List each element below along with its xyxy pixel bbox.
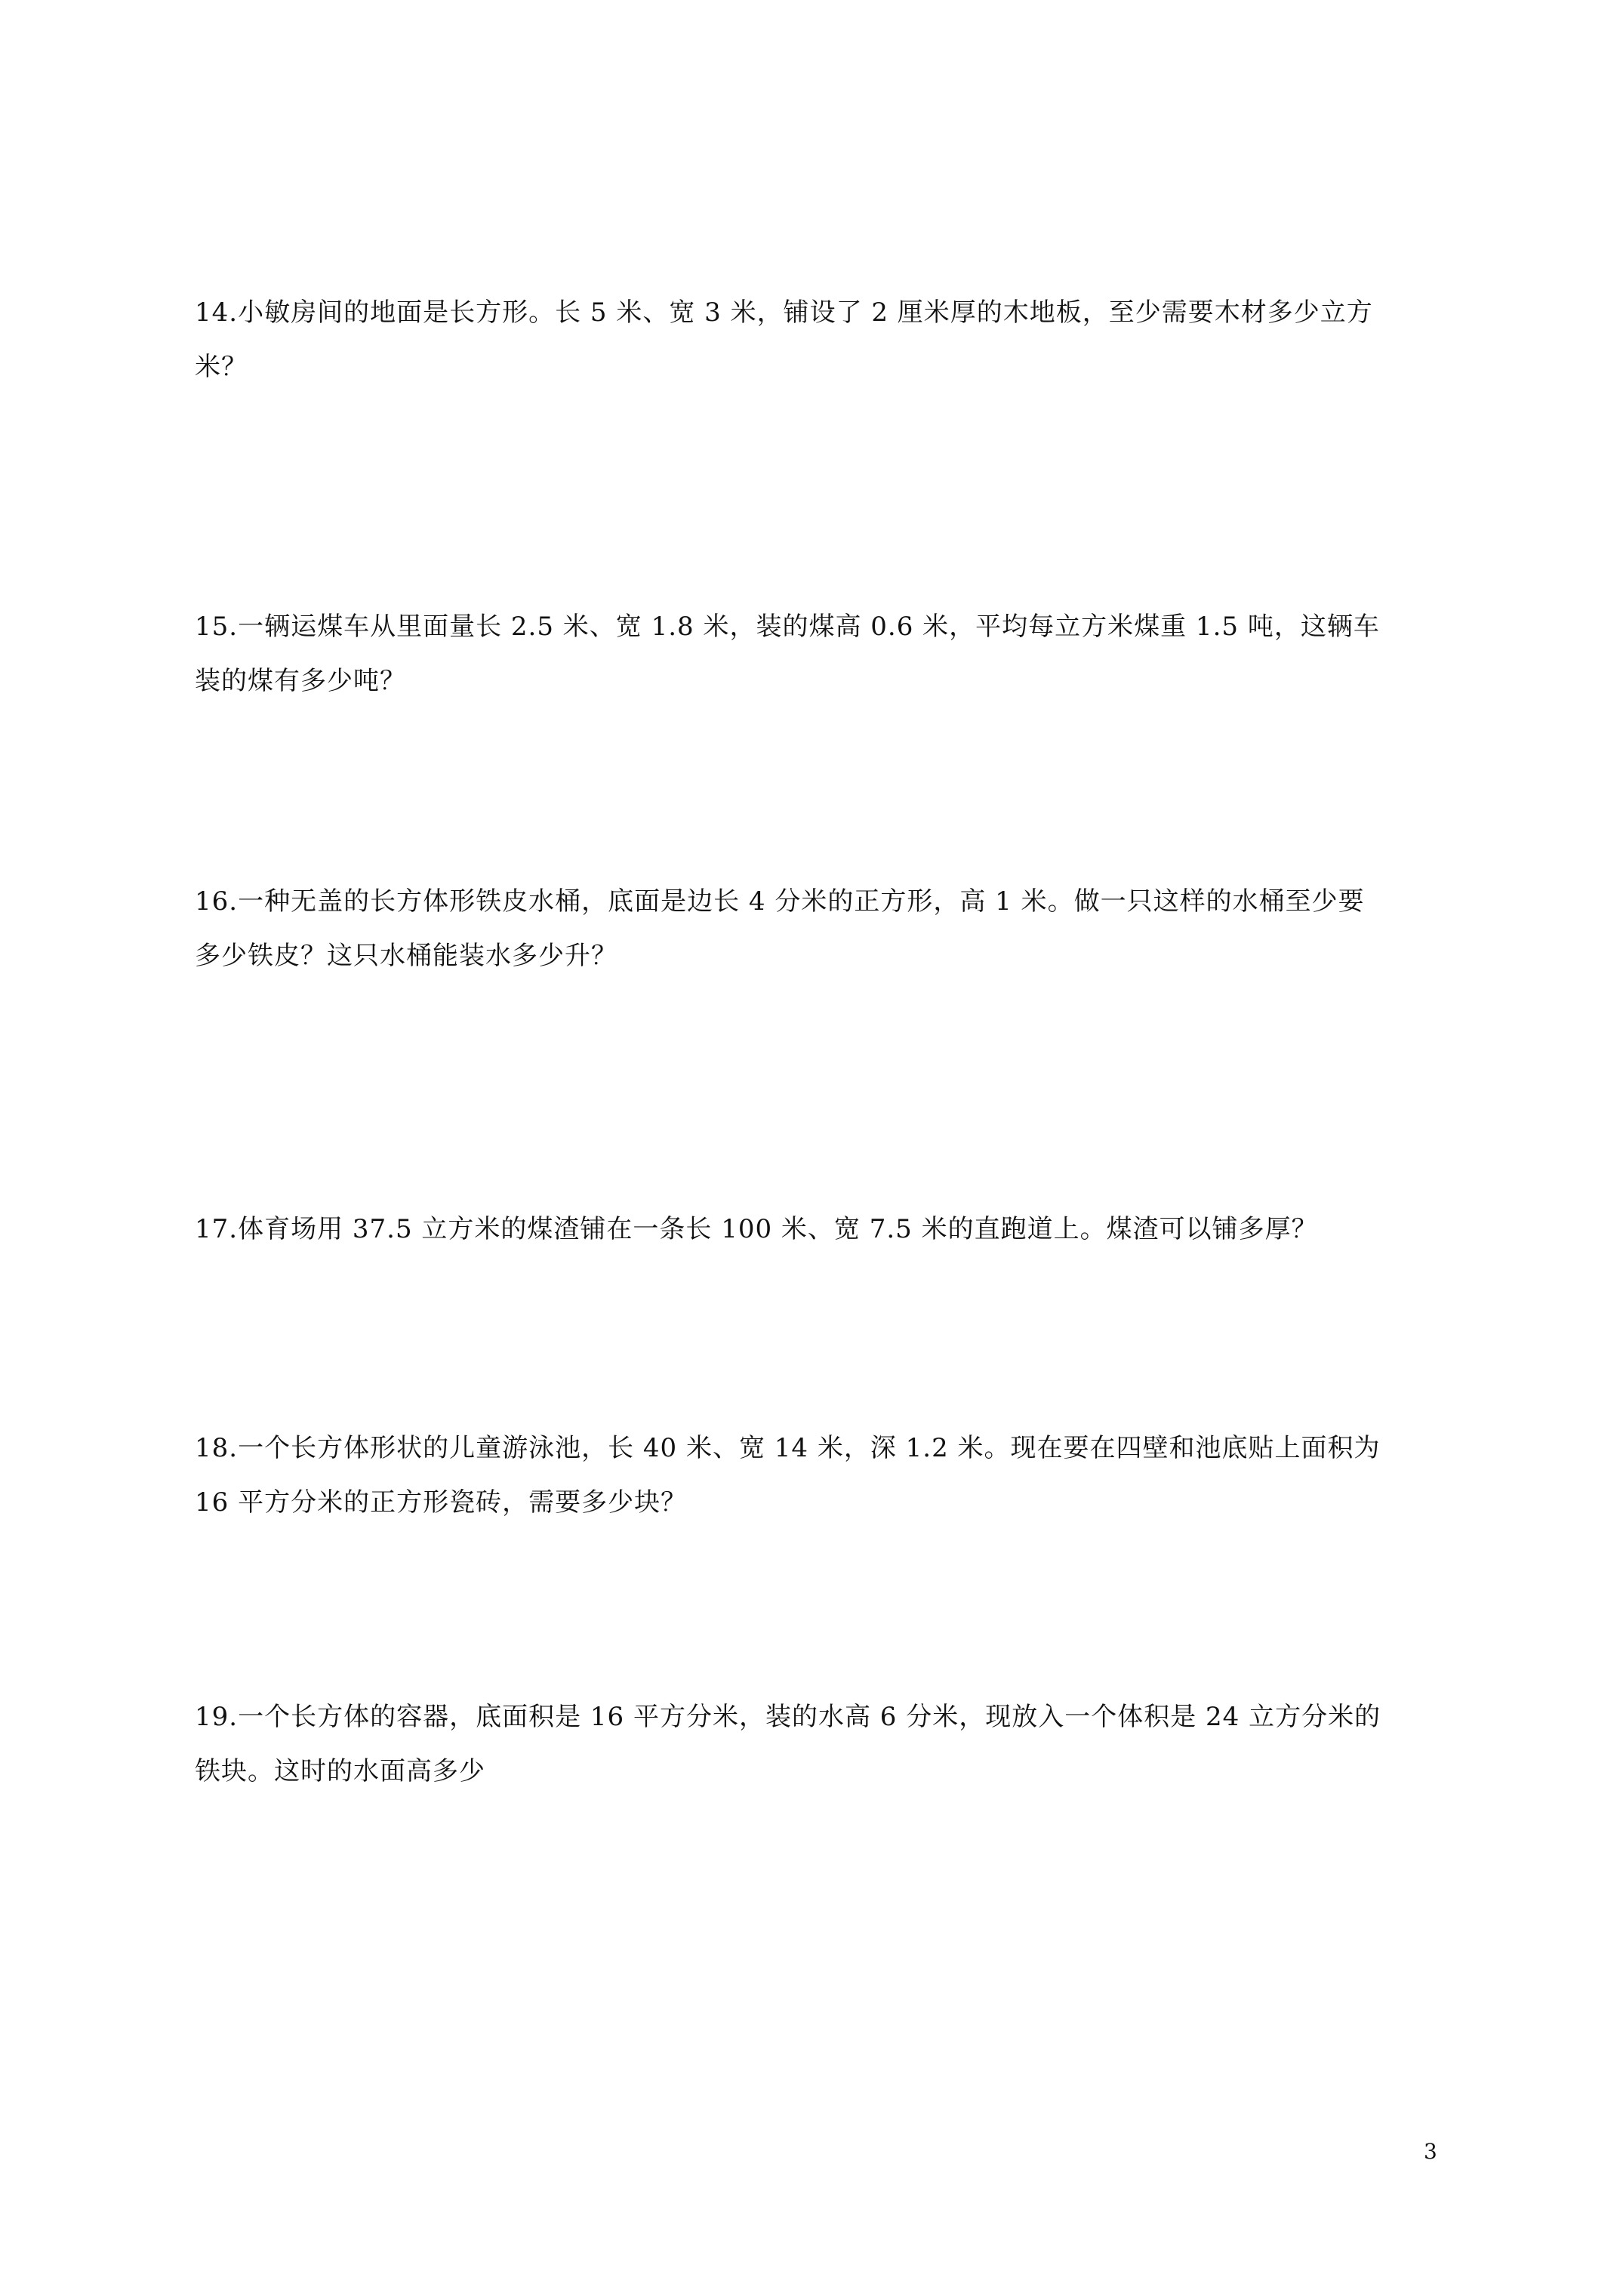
problem-17-line-1: 17.体育场用 37.5 立方米的煤渣铺在一条长 100 米、宽 7.5 米的直跑道上。煤渣可以铺多厚？ [195, 1214, 1318, 1244]
problem-14-line-2: 米？ [195, 352, 248, 382]
problem-14-line-1: 14.小敏房间的地面是长方形。长 5 米、宽 3 米，铺设了 2 厘米厚的木地板，至少需要木材多少立方 [195, 297, 1373, 328]
problem-16-line-1: 16.一种无盖的长方体形铁皮水桶，底面是边长 4 分米的正方形，高 1 米。做一只这样的水桶至少要 [195, 886, 1365, 917]
problem-16-line-2: 多少铁皮？这只水桶能装水多少升？ [195, 941, 617, 971]
problem-18-line-1: 18.一个长方体形状的儿童游泳池，长 40 米、宽 14 米，深 1.2 米。现在要在四壁和池底贴上面积为 [195, 1433, 1381, 1463]
problem-18 [195, 1421, 1440, 1530]
problem-15-line-1: 15.一辆运煤车从里面量长 2.5 米、宽 1.8 米，装的煤高 0.6 米，平均每立方米煤重 1.5 吨，这辆车 [195, 612, 1380, 642]
problem-15-line-2: 装的煤有多少吨？ [195, 666, 406, 696]
problem-17 [195, 1202, 1440, 1256]
problem-16 [195, 874, 1440, 983]
page-number: 3 [1424, 2139, 1437, 2164]
problem-14 [195, 285, 1440, 394]
problem-19-line-1: 19.一个长方体的容器，底面积是 16 平方分米，装的水高 6 分米，现放入一个体积是 24 立方分米的 [195, 1702, 1381, 1732]
problem-19-line-2: 铁块。这时的水面高多少 [195, 1756, 485, 1786]
problem-15 [195, 599, 1440, 708]
problem-18-line-2: 16 平方分米的正方形瓷砖，需要多少块？ [195, 1487, 688, 1518]
problem-19 [195, 1690, 1440, 1798]
